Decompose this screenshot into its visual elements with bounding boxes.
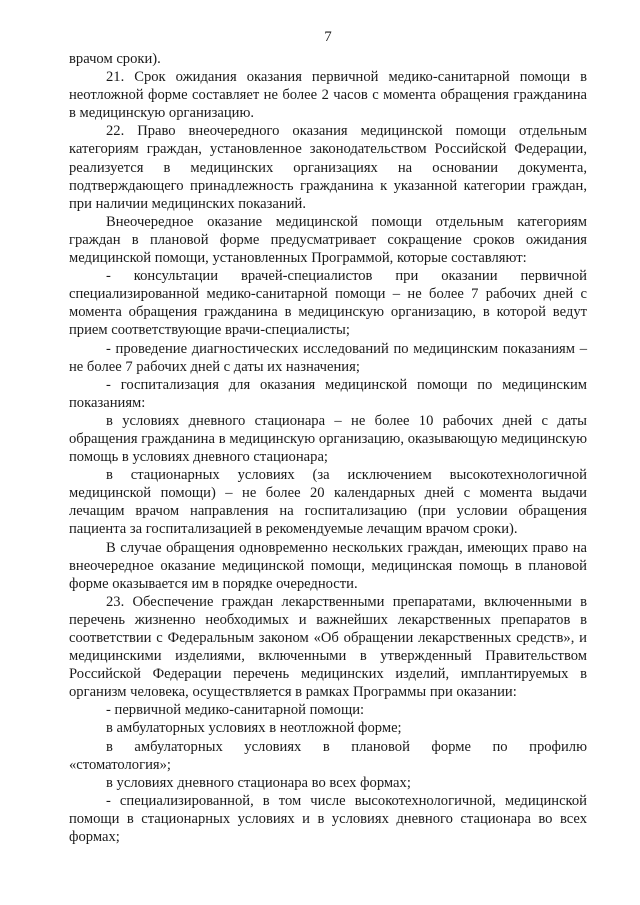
list-item-primary-care: - первичной медико-санитарной помощи: [106, 702, 365, 719]
paragraph-23: 23. Обеспечение граждан лекарственными препаратами, включенными в перечень жизненно необходимых и важнейших лекарственных препаратов в соответствии с Федеральным законом «Об обращении лекарственных средств», и медицинскими изделиями, включенными в утвержденный Правительством Российской Федерации перечень медицинских изделий, имплантируемых в организм человека, осуществляется в рамках Программы при оказании: [69, 593, 587, 701]
list-item-consultations: - консультации врачей-специалистов при оказании первичной специализированной медико-санитарной помощи – не более 7 рабочих дней с момента обращения гражданина в медицинскую организацию, в которой ведут прием соответствующие врачи-специалисты; [69, 268, 587, 339]
list-item-hospitalization: - госпитализация для оказания медицинской помощи по медицинским показаниям: [69, 376, 587, 411]
subitem-outpatient-urgent: в амбулаторных условиях в неотложной форме; [106, 720, 402, 737]
document-page [69, 26, 587, 846]
paragraph-21: 21. Срок ожидания оказания первичной медико-санитарной помощи в неотложной форме составляет не более 2 часов с момента обращения гражданина в медицинскую организацию. [69, 69, 587, 122]
subitem-inpatient: в стационарных условиях (за исключением высокотехнологичной медицинской помощи) – не более 20 календарных дней с момента выдачи лечащим врачом направления на госпитализацию (при условии обращения пациента за госпитализацией в рекомендуемые лечащим врачом сроки). [69, 467, 587, 538]
paragraph-continuation: врачом сроки). [69, 51, 161, 67]
subitem-outpatient-planned: в амбулаторных условиях в плановой форме по профилю [106, 738, 587, 755]
subitem-day-hospital: в условиях дневного стационара – не более 10 рабочих дней с даты обращения гражданина в медицинскую организацию, оказывающую медицинскую помощь в условиях дневного стационара; [69, 412, 587, 466]
page-number: 7 [324, 29, 332, 45]
paragraph-22: 22. Право внеочередного оказания медицинской помощи отдельным категориям граждан, установленное законодательством Российской Федерации, реализуется в медицинских организациях на основании документа, подтверждающего принадлежность гражданина к указанной категории граждан, при наличии медицинских показаний. [69, 123, 587, 212]
paragraph-priority-intro: Внеочередное оказание медицинской помощи отдельным категориям граждан в плановой форме предусматривает сокращение сроков ожидания медицинской помощи, установленных Программой, которые составляют: [69, 213, 587, 267]
subitem-outpatient-planned-end: «стоматология»; [69, 756, 171, 773]
document-body [69, 50, 587, 846]
list-item-specialized-care: - специализированной, в том числе высокотехнологичной, медицинской помощи в стационарных условиях и в условиях дневного стационара во всех формах; [69, 792, 587, 846]
list-item-diagnostics: - проведение диагностических исследований по медицинским показаниям – не более 7 рабочих дней с даты их назначения; [69, 340, 587, 375]
subitem-day-hospital-all-forms: в условиях дневного стационара во всех формах; [106, 774, 411, 791]
paragraph-simultaneous: В случае обращения одновременно нескольких граждан, имеющих право на внеочередное оказание медицинской помощи, медицинская помощь в плановой форме оказывается им в порядке очередности. [69, 539, 587, 592]
